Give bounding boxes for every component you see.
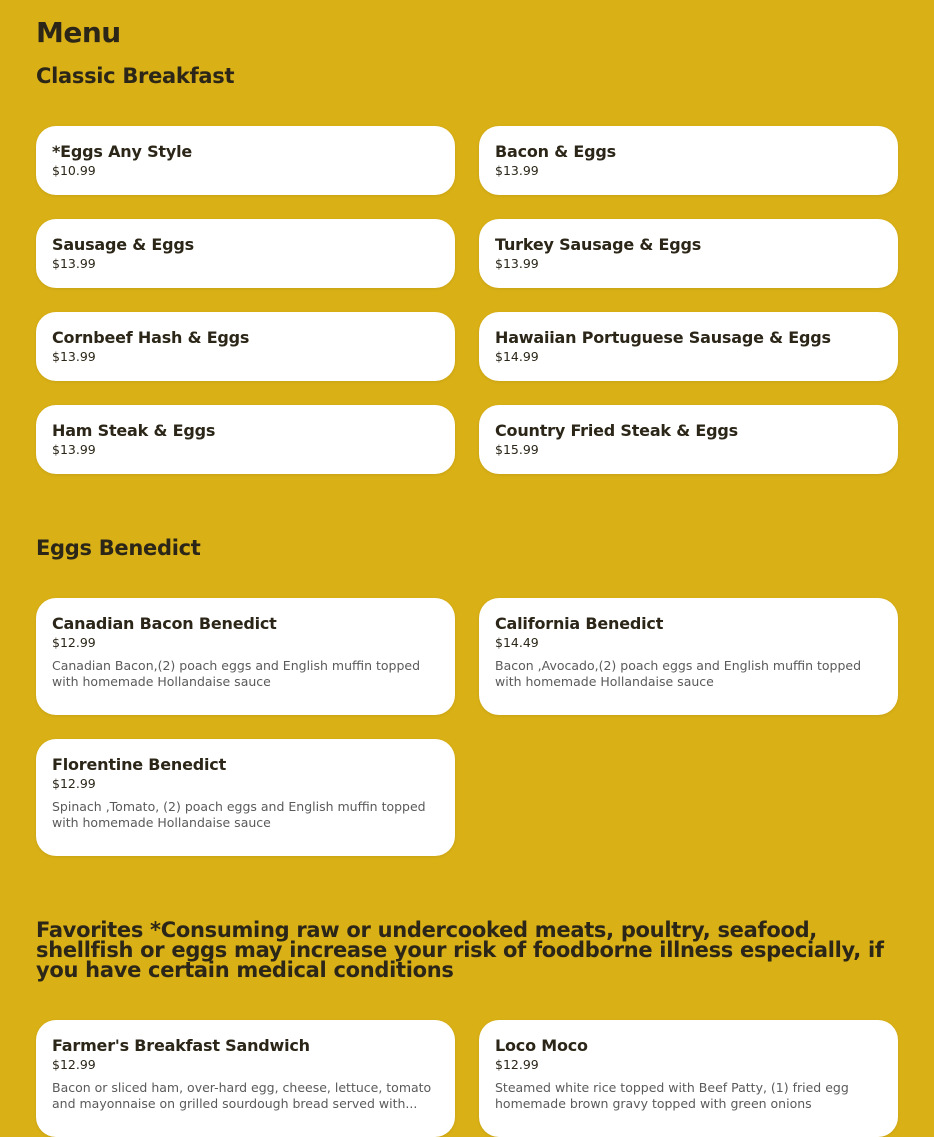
favorites-grid — [36, 1020, 898, 1137]
menu-item-card[interactable] — [479, 126, 898, 195]
menu-item-card[interactable] — [479, 219, 898, 288]
item-name: Hawaiian Portuguese Sausage & Eggs — [495, 328, 831, 347]
menu-item-card[interactable] — [479, 312, 898, 381]
item-price: $12.99 — [52, 776, 96, 791]
item-price: $13.99 — [52, 349, 96, 364]
menu-item-card[interactable] — [36, 126, 455, 195]
item-description: Bacon ,Avocado,(2) poach eggs and English muffin topped with homemade Hollandaise sauce — [495, 658, 862, 689]
item-price: $13.99 — [495, 256, 539, 271]
item-description: Bacon or sliced ham, over-hard egg, cheese, lettuce, tomato and mayonnaise on grilled sourdough bread served with... — [52, 1080, 432, 1111]
item-description: Canadian Bacon,(2) poach eggs and English muffin topped with homemade Hollandaise sauce — [52, 658, 421, 689]
item-name: Bacon & Eggs — [495, 142, 616, 161]
item-name: California Benedict — [495, 614, 664, 633]
item-name: Loco Moco — [495, 1036, 588, 1055]
eggs-benedict-grid — [36, 598, 898, 856]
menu-item-card[interactable] — [36, 1020, 455, 1137]
item-name: Ham Steak & Eggs — [52, 421, 216, 440]
item-name: Canadian Bacon Benedict — [52, 614, 277, 633]
item-price: $14.49 — [495, 635, 539, 650]
menu-item-card[interactable] — [36, 739, 455, 856]
item-price: $12.99 — [52, 635, 96, 650]
item-name: *Eggs Any Style — [52, 142, 193, 161]
section-title-favorites: Favorites *Consuming raw or undercooked meats, poultry, seafood, shellfish or eggs may increase your risk of foodborne illness especially, if you have certain medical conditions — [36, 918, 884, 982]
menu-item-card[interactable] — [36, 405, 455, 474]
menu-item-card[interactable] — [479, 598, 898, 715]
menu-item-card[interactable] — [36, 312, 455, 381]
item-description: Steamed white rice topped with Beef Patty, (1) fried egg homemade brown gravy topped with green onions — [495, 1080, 849, 1111]
menu-item-card[interactable] — [479, 1020, 898, 1137]
section-title-classic-breakfast: Classic Breakfast — [36, 64, 235, 88]
item-price: $12.99 — [495, 1057, 539, 1072]
item-name: Cornbeef Hash & Eggs — [52, 328, 250, 347]
item-price: $15.99 — [495, 442, 539, 457]
menu-item-card[interactable] — [36, 598, 455, 715]
item-price: $13.99 — [52, 442, 96, 457]
item-price: $10.99 — [52, 163, 96, 178]
item-price: $12.99 — [52, 1057, 96, 1072]
item-name: Turkey Sausage & Eggs — [495, 235, 702, 254]
item-name: Farmer's Breakfast Sandwich — [52, 1036, 310, 1055]
menu-item-card[interactable] — [36, 219, 455, 288]
item-name: Sausage & Eggs — [52, 235, 194, 254]
item-name: Country Fried Steak & Eggs — [495, 421, 738, 440]
section-title-eggs-benedict: Eggs Benedict — [36, 536, 201, 560]
menu-item-card[interactable] — [479, 405, 898, 474]
classic-breakfast-grid — [36, 126, 898, 474]
item-price: $14.99 — [495, 349, 539, 364]
item-price: $13.99 — [52, 256, 96, 271]
page-title: Menu — [36, 16, 121, 49]
item-description: Spinach ,Tomato, (2) poach eggs and English muffin topped with homemade Hollandaise sauce — [52, 799, 426, 830]
item-name: Florentine Benedict — [52, 755, 227, 774]
item-price: $13.99 — [495, 163, 539, 178]
